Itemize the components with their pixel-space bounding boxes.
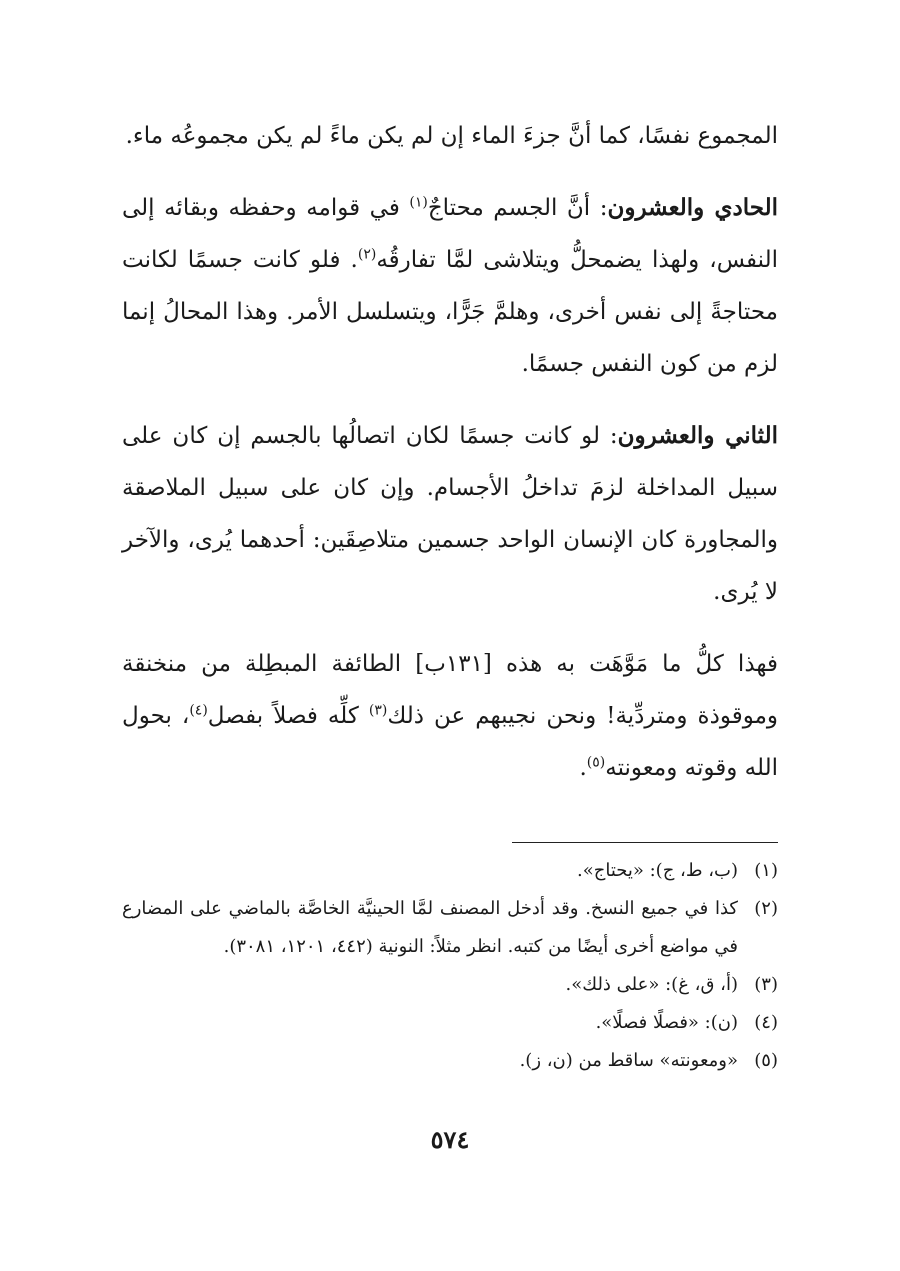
body-text: في قوامه وحفظه وبقائه إلى النفس، ولهذا يضمحلُّ ويتلاشى لمَّا تفارقُه (122, 195, 778, 273)
footnote-text: (أ، ق، غ): «على ذلك». (565, 974, 738, 995)
body-text: المجموع نفسًا، كما أنَّ جزءَ الماء إن لم يكن ماءً لم يكن مجموعُه ماء. (125, 123, 778, 149)
footnote-marker: (١) (409, 194, 428, 211)
section-heading: الثاني والعشرون (617, 422, 779, 449)
footnote-item (122, 966, 778, 1004)
body-text: كلِّه فصلاً بفصل (207, 703, 369, 729)
body-text: . (579, 755, 587, 781)
footnote-text: (ب، ط، ج): «يحتاج». (576, 860, 738, 881)
paragraph-3 (122, 410, 778, 618)
footnote-divider (512, 842, 778, 843)
body-text: : لو كانت جسمًا لكان اتصالُها بالجسم إن كان على سبيل المداخلة لزمَ تداخلُ الأجسام. وإن كان على سبيل الملاصقة والمجاورة كان الإنسان الواحد جسمين متلاصِقَين: أحدهما يُرى، والآخر لا يُرى. (122, 423, 778, 605)
page-number: ٥٧٤ (430, 1125, 470, 1154)
footnote-marker: (٢) (357, 246, 377, 263)
footnote-marker: (٤) (189, 702, 208, 719)
footnote-number: (٥) (754, 1050, 778, 1071)
main-text (122, 110, 778, 814)
footnote-item (122, 1042, 778, 1080)
footnote-marker: (٥) (586, 754, 606, 771)
footnote-marker: (٣) (368, 702, 388, 719)
section-heading: الحادي والعشرون (607, 194, 778, 221)
body-text: . فلو كانت جسمًا لكانت محتاجةً إلى نفس أخرى، وهلمَّ جَرًّا، ويتسلسل الأمر. وهذا المحالُ إنما لزم من كون النفس جسمًا. (122, 247, 778, 377)
footnote-number: (١) (754, 860, 778, 881)
paragraph-1 (122, 110, 778, 162)
footnotes (122, 852, 778, 1080)
footnote-number: (٣) (754, 974, 778, 995)
footnote-number: (٤) (754, 1012, 778, 1033)
body-text: فهذا كلُّ ما مَوَّهَت به هذه [١٣١ب] الطائفة المبطِلة من منخنقة وموقوذة ومتردِّية! ونحن نجيبهم عن ذلك (122, 651, 778, 729)
body-text: ، بحول الله وقوته ومعونته (122, 703, 778, 781)
paragraph-4 (122, 638, 778, 794)
footnote-text: كذا في جميع النسخ. وقد أدخل المصنف لمَّا الحينيَّة الخاصَّة بالماضي على المضارع في مواضع أخرى أيضًا من كتبه. انظر مثلاً: النونية (٤٤٢، ١٢٠١، ٣٠٨١). (122, 898, 738, 957)
footnote-text: (ن): «فصلًا فصلًا». (595, 1012, 738, 1033)
footnote-item (122, 1004, 778, 1042)
footnote-item (122, 890, 778, 966)
footnote-item (122, 852, 778, 890)
footnote-text: «ومعونته» ساقط من (ن، ز). (519, 1050, 738, 1071)
paragraph-2 (122, 182, 778, 390)
body-text: : أنَّ الجسم محتاجٌ (427, 195, 608, 221)
footnote-number: (٢) (754, 898, 778, 919)
